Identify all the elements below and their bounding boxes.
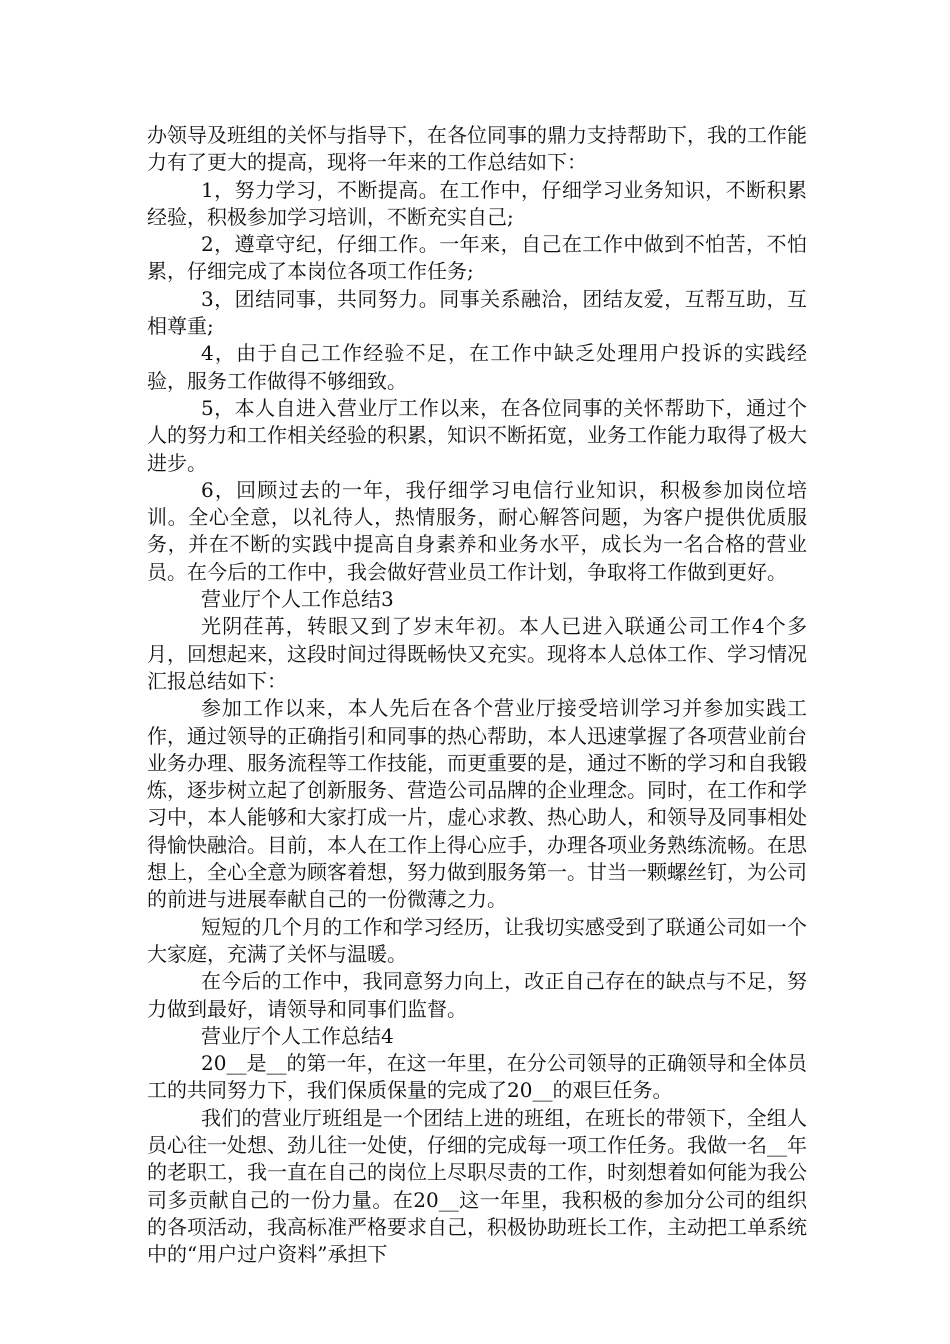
paragraph-item-1: 1，努力学习，不断提高。在工作中，仔细学习业务知识，不断积累经验，积极参加学习培训，不断充实自己; [147, 177, 807, 229]
paragraph-summary4-intro: 20__是__的第一年，在这一年里，在分公司领导的正确领导和全体员工的共同努力下，我们保质保量的完成了20__的艰巨任务。 [147, 1051, 807, 1103]
section-heading-3: 营业厅个人工作总结3 [201, 587, 394, 612]
paragraph-summary3-experience: 短短的几个月的工作和学习经历，让我切实感受到了联通公司如一个大家庭，充满了关怀与温暖。 [147, 914, 807, 966]
paragraph-item-6: 6，回顾过去的一年，我仔细学习电信行业知识，积极参加岗位培训。全心全意，以礼待人，热情服务，耐心解答问题，为客户提供优质服务，并在不断的实践中提高自身素养和业务水平，成长为一名合格的营业员。在今后的工作中，我会做好营业员工作计划，争取将工作做到更好。 [147, 477, 807, 584]
paragraph-intro-continuation: 办领导及班组的关怀与指导下，在各位同事的鼎力支持帮助下，我的工作能力有了更大的提高，现将一年来的工作总结如下： [147, 123, 807, 175]
paragraph-item-3: 3，团结同事，共同努力。同事关系融洽，团结友爱，互帮互助，互相尊重; [147, 286, 807, 339]
paragraph-item-4: 4，由于自己工作经验不足，在工作中缺乏处理用户投诉的实践经验，服务工作做得不够细致。 [147, 341, 807, 393]
paragraph-summary3-future: 在今后的工作中，我同意努力向上，改正自己存在的缺点与不足，努力做到最好，请领导和同事们监督。 [147, 969, 807, 1021]
paragraph-summary3-intro: 光阴荏苒，转眼又到了岁末年初。本人已进入联通公司工作4个多月，回想起来，这段时间过得既畅快又充实。现将本人总体工作、学习情况汇报总结如下： [147, 614, 807, 693]
paragraph-summary3-body: 参加工作以来，本人先后在各个营业厅接受培训学习并参加实践工作，通过领导的正确指引和同事的热心帮助，本人迅速掌握了各项营业前台业务办理、服务流程等工作技能，而更重要的是，通过不断的学习和自我锻炼，逐步树立起了创新服务、营造公司品牌的企业理念。同时，在工作和学习中，本人能够和大家打成一片，虚心求教、热心助人，和领导及同事相处得愉快融洽。目前，本人在工作上得心应手，办理各项业务熟练流畅。在思想上，全心全意为顾客着想，努力做到服务第一。甘当一颗螺丝钉，为公司的前进与进展奉献自己的一份微薄之力。 [147, 696, 807, 912]
paragraph-item-5: 5，本人自进入营业厅工作以来，在各位同事的关怀帮助下，通过个人的努力和工作相关经验的积累，知识不断拓宽，业务工作能力取得了极大进步。 [147, 395, 807, 475]
document-body [147, 122, 807, 1268]
paragraph-summary4-body: 我们的营业厅班组是一个团结上进的班组，在班长的带领下，全组人员心往一处想、劲儿往一处使，仔细的完成每一项工作任务。我做一名__年的老职工，我一直在自己的岗位上尽职尽责的工作，时刻想着如何能为我公司多贡献自己的一份力量。在20__这一年里，我积极的参加分公司的组织的各项活动，我高标准严格要求自己，积极协助班长工作，主动把工单系统中的“用户过户资料”承担下 [147, 1105, 807, 1267]
section-heading-4: 营业厅个人工作总结4 [201, 1023, 394, 1048]
paragraph-item-2: 2，遵章守纪，仔细工作。一年来，自己在工作中做到不怕苦，不怕累，仔细完成了本岗位各项工作任务; [147, 232, 807, 284]
